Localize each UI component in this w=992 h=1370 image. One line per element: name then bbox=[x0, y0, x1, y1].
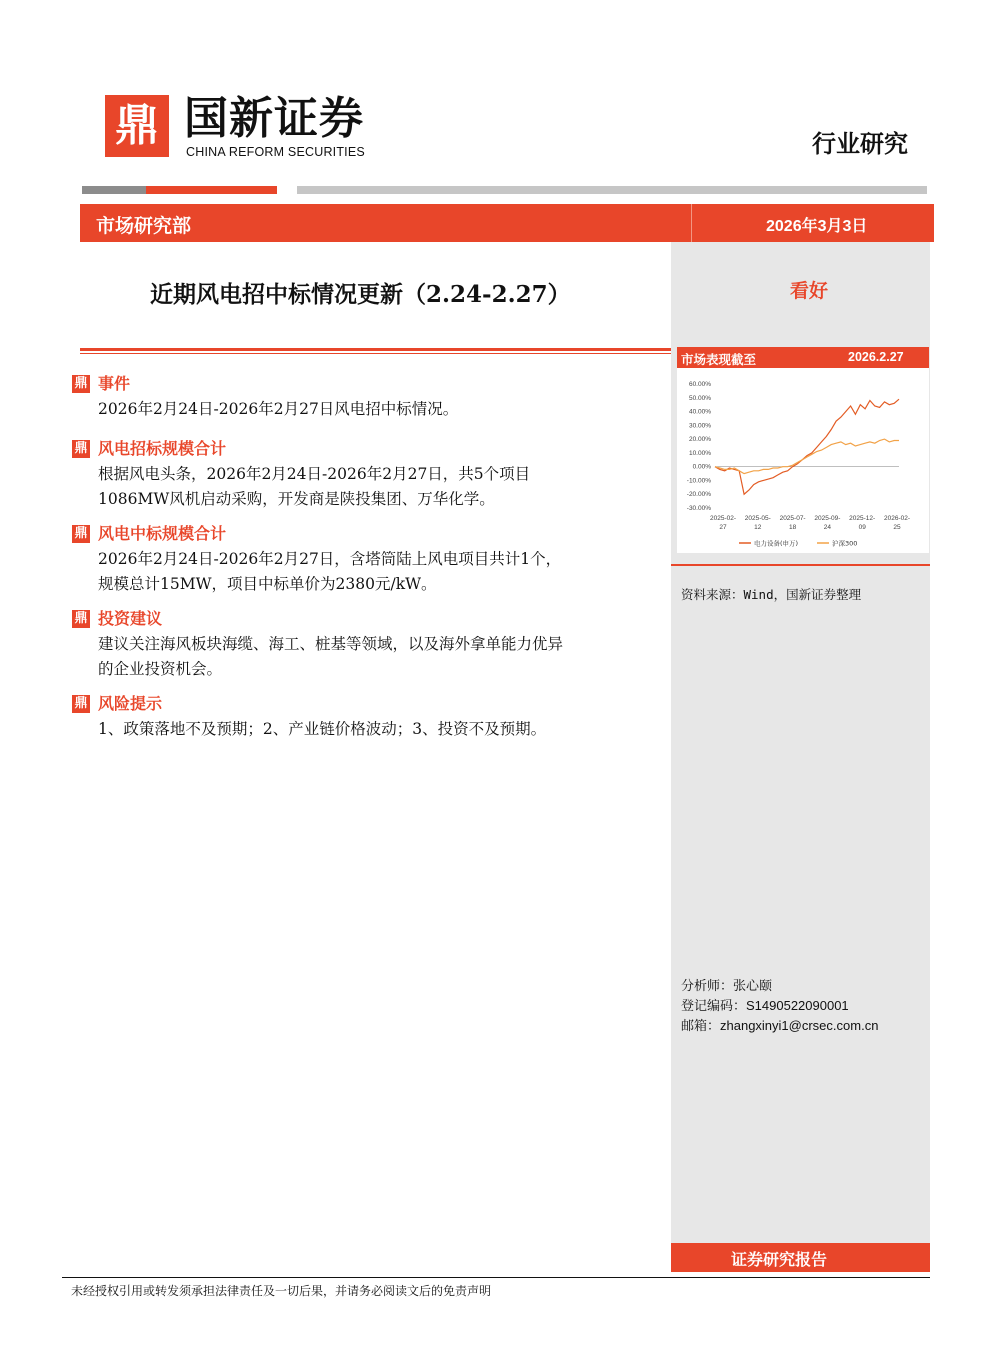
line-chart bbox=[677, 368, 929, 553]
y-tick-label: 50.00% bbox=[688, 394, 711, 402]
header-divider-gray-left bbox=[82, 186, 146, 194]
y-tick-label: 40.00% bbox=[688, 408, 711, 416]
y-tick-label: 60.00% bbox=[688, 381, 711, 388]
header-divider-red bbox=[146, 186, 277, 194]
analyst-registration: 登记编码：S1490522090001 bbox=[681, 998, 849, 1013]
legend-label: 电力设备(申万) bbox=[754, 539, 799, 548]
section-bullet-glyph: 鼎 bbox=[74, 441, 88, 456]
report-category: 行业研究 bbox=[812, 129, 908, 158]
section-bullet-icon bbox=[72, 440, 90, 458]
section-body-line: 的企业投资机会。 bbox=[98, 660, 223, 678]
section-bullet-glyph: 鼎 bbox=[74, 376, 88, 391]
section-bullet-glyph: 鼎 bbox=[74, 611, 88, 626]
x-tick-label: 18 bbox=[788, 524, 797, 531]
y-tick-label: 10.00% bbox=[688, 449, 711, 457]
section-bullet-icon bbox=[72, 525, 90, 543]
x-tick-label: 25 bbox=[893, 524, 901, 531]
analyst-name: 分析师：张心颐 bbox=[681, 978, 773, 993]
report-date: 2026年3月3日 bbox=[766, 218, 868, 235]
section-bullet-glyph: 鼎 bbox=[74, 696, 88, 711]
series-line-1 bbox=[715, 399, 899, 494]
x-tick-label: 2025-09- bbox=[814, 515, 841, 522]
x-tick-label: 2025-07- bbox=[779, 515, 806, 522]
chart-source: 资料来源：Wind，国新证券整理 bbox=[681, 587, 862, 602]
rating-label: 看好 bbox=[790, 280, 829, 302]
series-line-2 bbox=[715, 439, 899, 474]
company-name-cn: 国新证券 bbox=[184, 93, 364, 144]
logo-glyph: 鼎 bbox=[115, 100, 159, 151]
x-tick-label: 09 bbox=[858, 524, 866, 531]
section-body-line: 建议关注海风板块海缆、海工、桩基等领域，以及海外拿单能力优异 bbox=[98, 635, 564, 653]
section-bullet-icon bbox=[72, 610, 90, 628]
banner-divider bbox=[691, 204, 692, 242]
x-tick-label: 12 bbox=[754, 524, 762, 531]
y-tick-label: 0.00% bbox=[692, 463, 711, 471]
company-name-en: CHINA REFORM SECURITIES bbox=[186, 145, 365, 159]
section-bullet-icon bbox=[72, 695, 90, 713]
x-tick-label: 2025-05- bbox=[744, 515, 771, 522]
section-body-line: 1086MW风机启动采购，开发商是陕投集团、万华化学。 bbox=[98, 490, 495, 508]
section-bullet-icon bbox=[72, 375, 90, 393]
report-title: 近期风电招中标情况更新（2.24-2.27） bbox=[150, 281, 571, 308]
section-heading: 风电招标规模合计 bbox=[98, 439, 227, 458]
market-performance-chart bbox=[677, 368, 929, 553]
market-performance-label: 市场表现截至 bbox=[681, 352, 757, 367]
department-name: 市场研究部 bbox=[96, 215, 192, 237]
section-body-line: 2026年2月24日-2026年2月27日，含塔筒陆上风电项目共计1个， bbox=[98, 550, 562, 568]
section-heading: 风险提示 bbox=[98, 694, 163, 713]
section-heading: 投资建议 bbox=[98, 609, 163, 628]
section-body-line: 1、政策落地不及预期；2、产业链价格波动；3、投资不及预期。 bbox=[98, 720, 547, 738]
footer-rule bbox=[62, 1277, 930, 1278]
section-body-line: 规模总计15MW，项目中标单价为2380元/kW。 bbox=[98, 575, 437, 593]
legend-label: 沪深300 bbox=[832, 539, 858, 548]
title-underline bbox=[80, 348, 671, 351]
disclaimer-text: 未经授权引用或转发须承担法律责任及一切后果，并请务必阅读文后的免责声明 bbox=[71, 1284, 492, 1298]
report-type-label: 证券研究报告 bbox=[731, 1250, 828, 1269]
x-tick-label: 2025-12- bbox=[849, 515, 876, 522]
company-logo-icon bbox=[105, 95, 169, 157]
chart-bottom-rule bbox=[671, 564, 930, 566]
analyst-email: 邮箱：zhangxinyi1@crsec.com.cn bbox=[681, 1018, 879, 1033]
section-body-line: 2026年2月24日-2026年2月27日风电招中标情况。 bbox=[98, 400, 459, 418]
y-tick-label: 20.00% bbox=[688, 436, 711, 444]
y-tick-label: -10.00% bbox=[686, 477, 711, 485]
y-tick-label: -30.00% bbox=[686, 505, 711, 512]
y-tick-label: -20.00% bbox=[686, 491, 711, 499]
x-tick-label: 24 bbox=[823, 524, 832, 531]
title-underline-thin bbox=[80, 353, 671, 354]
header-divider-gray-right bbox=[297, 186, 927, 194]
y-tick-label: 30.00% bbox=[688, 422, 711, 430]
x-tick-label: 27 bbox=[719, 524, 727, 531]
x-tick-label: 2026-02- bbox=[883, 515, 911, 522]
section-heading: 事件 bbox=[98, 374, 131, 393]
section-body-line: 根据风电头条，2026年2月24日-2026年2月27日，共5个项目 bbox=[98, 465, 531, 483]
market-performance-date: 2026.2.27 bbox=[848, 350, 904, 364]
x-tick-label: 2025-02- bbox=[709, 515, 737, 522]
section-heading: 风电中标规模合计 bbox=[98, 524, 227, 543]
section-bullet-glyph: 鼎 bbox=[74, 526, 88, 541]
